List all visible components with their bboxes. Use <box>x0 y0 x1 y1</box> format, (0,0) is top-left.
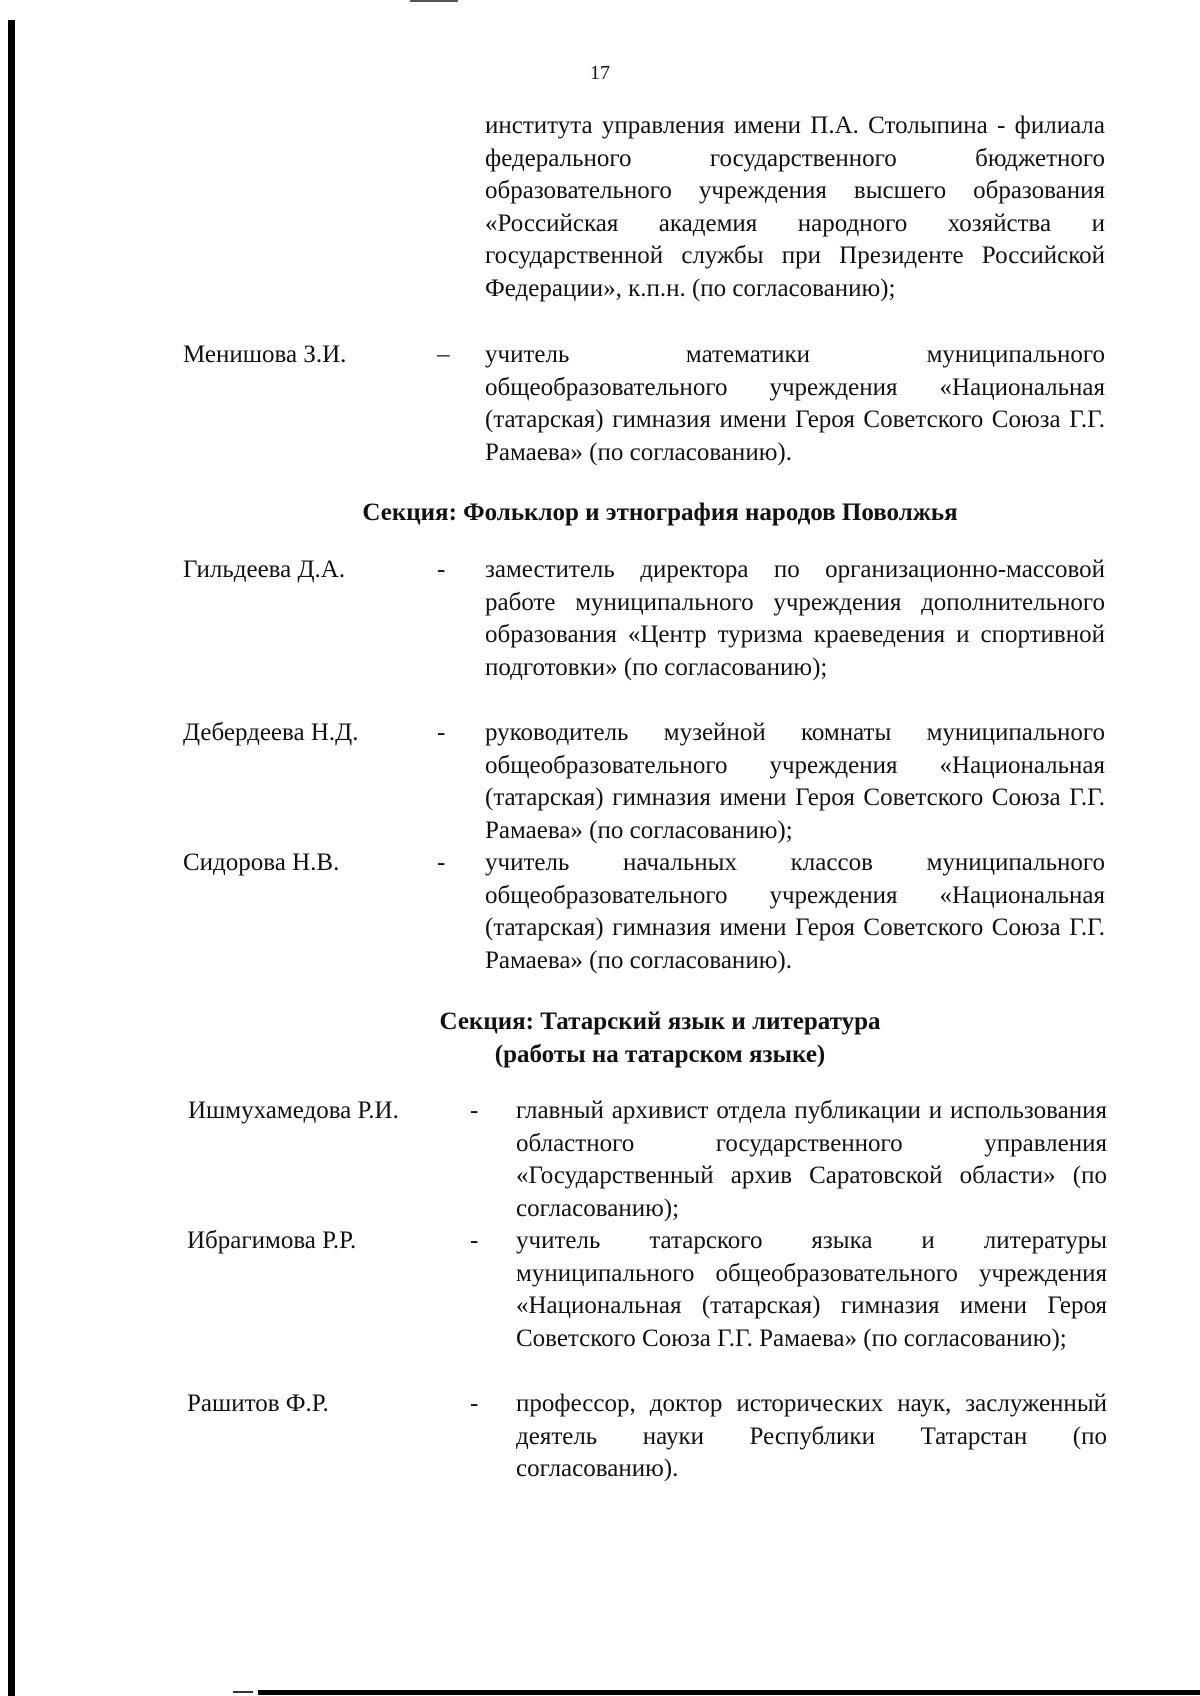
member-description: главный архивист отдела публикации и использования областного государственного управления «Государственный архив Саратовской области» (по согласованию); <box>516 1097 1107 1222</box>
scan-speck-bottom <box>233 1691 253 1693</box>
member-name: Ибрагимова Р.Р. <box>187 1227 357 1254</box>
member-name: Гильдеева Д.А. <box>183 556 346 583</box>
page-number: 17 <box>590 62 610 84</box>
member-dash: - <box>470 1390 479 1417</box>
scan-top-mark <box>410 0 458 2</box>
member-description: профессор, доктор исторических наук, заслуженный деятель науки Республики Татарстан (по согласованию). <box>516 1390 1107 1483</box>
member-name: Менишова З.И. <box>183 341 347 368</box>
section-title-tatar-line1: Секция: Татарский язык и литература <box>439 1008 881 1035</box>
member-dash: - <box>437 719 446 746</box>
intro-continuation: института управления имени П.А. Столыпина - филиала федерального государственного бюджетного образовательного учреждения высшего образования «Российская академия народного хозяйства и государственной службы при Президенте Российской Федерации», к.п.н. (по согласованию); <box>485 112 1105 302</box>
member-dash: - <box>437 556 446 583</box>
member-dash: - <box>470 1227 479 1254</box>
member-name: Сидорова Н.В. <box>183 849 340 876</box>
member-dash: - <box>437 849 446 876</box>
member-description: учитель начальных классов муниципального общеобразовательного учреждения «Национальная (татарская) гимназия имени Героя Советского Союза Г.Г. Рамаева» (по согласованию). <box>485 849 1105 974</box>
section-title-tatar-line2: (работы на татарском языке) <box>494 1041 826 1068</box>
member-name: Рашитов Ф.Р. <box>187 1390 329 1417</box>
scan-border-left <box>8 20 15 1696</box>
scan-border-bottom <box>258 1690 1200 1695</box>
member-dash: – <box>437 341 450 368</box>
member-name: Дебердеева Н.Д. <box>183 719 359 746</box>
member-description: руководитель музейной комнаты муниципального общеобразовательного учреждения «Национальная (татарская) гимназия имени Героя Советского Союза Г.Г. Рамаева» (по согласованию); <box>485 719 1105 844</box>
member-description: учитель татарского языка и литературы муниципального общеобразовательного учреждения «Национальная (татарская) гимназия имени Героя Советского Союза Г.Г. Рамаева» (по согласованию); <box>516 1227 1107 1352</box>
section-title-folklore: Секция: Фольклор и этнография народов Поволжья <box>362 499 958 526</box>
member-description: учитель математики муниципального общеобразовательного учреждения «Национальная (татарская) гимназия имени Героя Советского Союза Г.Г. Рамаева» (по согласованию). <box>485 341 1105 466</box>
member-description: заместитель директора по организационно-массовой работе муниципального учреждения дополнительного образования «Центр туризма краеведения и спортивной подготовки» (по согласованию); <box>485 556 1105 681</box>
member-name: Ишмухамедова Р.И. <box>188 1097 399 1124</box>
member-dash: - <box>470 1097 479 1124</box>
